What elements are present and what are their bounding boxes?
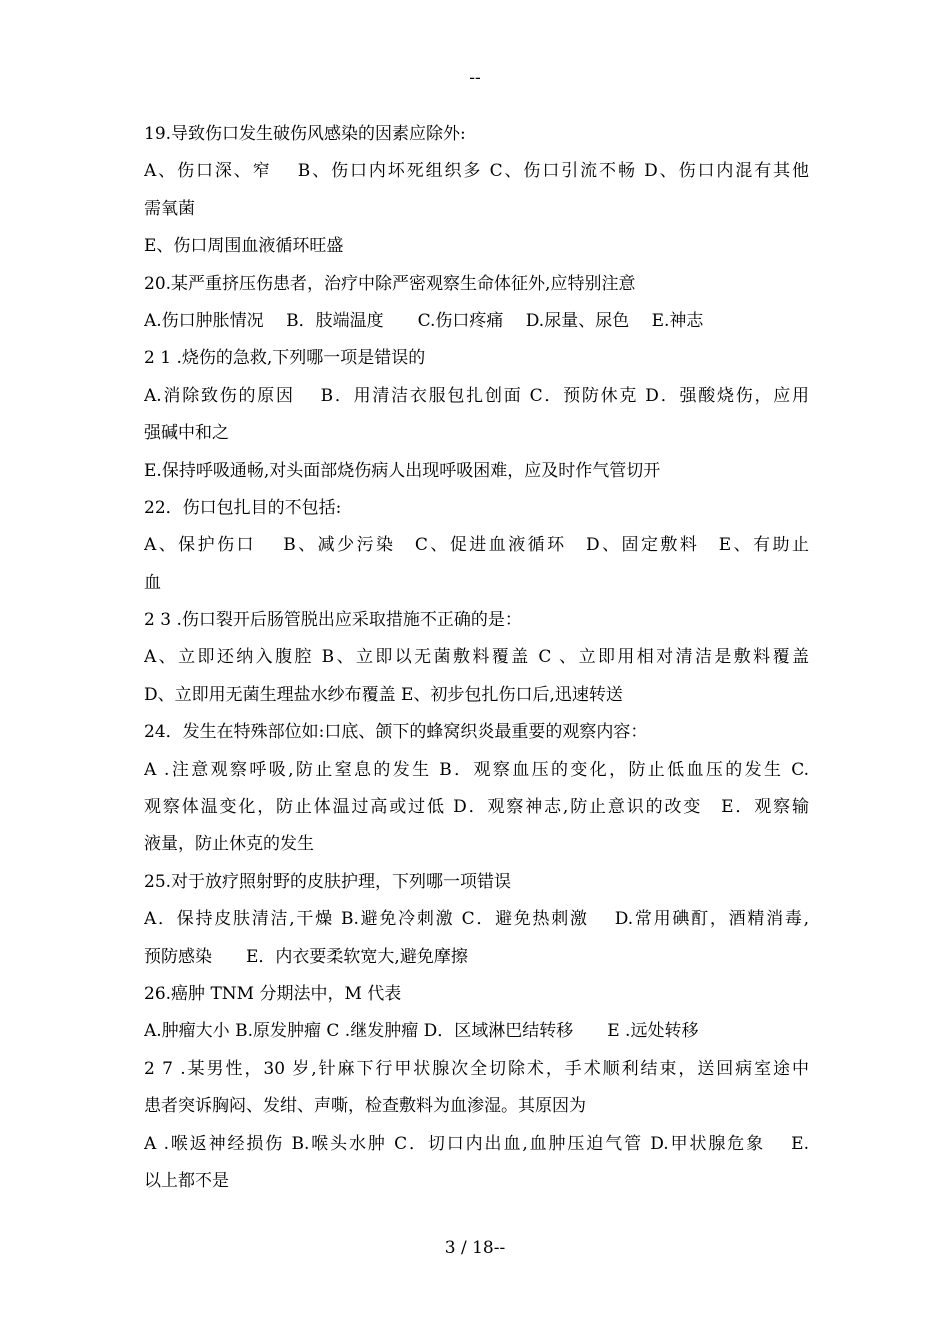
question-21-options: A.消除致伤的原因 B．用清洁衣服包扎创面 C．预防休克 D．强酸烧伤，应用 xyxy=(144,385,809,406)
question-25-options-cont: 预防感染 E．内衣要柔软宽大,避免摩擦 xyxy=(144,946,468,967)
question-24-options-end: 液量，防止休克的发生 xyxy=(144,834,314,855)
question-21-options-cont: 强碱中和之 xyxy=(144,423,229,444)
question-25-stem: 25.对于放疗照射野的皮肤护理，下列哪一项错误 xyxy=(144,871,512,892)
question-19-stem: 19.导致伤口发生破伤风感染的因素应除外: xyxy=(144,124,466,144)
question-21-option-e: E.保持呼吸通畅,对头面部烧伤病人出现呼吸困难，应及时作气管切开 xyxy=(144,460,661,481)
page-content xyxy=(144,116,809,1200)
question-26-options: A.肿瘤大小 B.原发肿瘤 C .继发肿瘤 D．区域淋巴结转移 E .远处转移 xyxy=(144,1021,699,1042)
question-22-stem: 22．伤口包扎目的不包括: xyxy=(144,497,342,518)
question-23-options: A、立即还纳入腹腔 B、立即以无菌敷料覆盖 C 、立即用相对清洁是敷料覆盖 xyxy=(144,647,809,668)
question-27-stem-cont: 患者突诉胸闷、发绀、声嘶，检查敷料为血渗湿。其原因为 xyxy=(144,1096,586,1117)
question-24-stem: 24．发生在特殊部位如:口底、颌下的蜂窝织炎最重要的观察内容： xyxy=(144,722,648,743)
question-27-options: A .喉返神经损伤 B.喉头水肿 C．切口内出血,血肿压迫气管 D.甲状腺危象 E. xyxy=(144,1133,809,1154)
question-24-options-cont: 观察体温变化，防止体温过高或过低 D．观察神志,防止意识的改变 E．观察输 xyxy=(144,797,809,818)
question-19-options-cont: 需氧菌 xyxy=(144,198,195,219)
question-22-options-cont: 血 xyxy=(144,572,161,593)
question-26-stem: 26.癌肿 TNM 分期法中，M 代表 xyxy=(144,983,402,1004)
question-23-stem: 2 3 .伤口裂开后肠管脱出应采取措施不正确的是： xyxy=(144,610,522,631)
question-19-option-e: E、伤口周围血液循环旺盛 xyxy=(144,236,344,257)
page-header: -- xyxy=(469,68,481,88)
question-27-stem: 2 7 .某男性，30 岁,针麻下行甲状腺次全切除术，手术顺利结束，送回病室途中 xyxy=(144,1058,809,1079)
question-24-options: A .注意观察呼吸,防止窒息的发生 B．观察血压的变化，防止低血压的发生 C. xyxy=(144,759,809,780)
question-19-options: A、伤口深、窄 B、伤口内坏死组织多 C、伤口引流不畅 D、伤口内混有其他 xyxy=(144,161,809,182)
question-25-options: A．保持皮肤清洁,干燥 B.避免冷刺激 C．避免热刺激 D.常用碘酊，酒精消毒, xyxy=(144,909,809,930)
page-number: 3 / 18-- xyxy=(444,1238,506,1258)
question-20-stem: 20.某严重挤压伤患者，治疗中除严密观察生命体征外,应特别注意 xyxy=(144,273,636,294)
question-23-options-cont: D、立即用无菌生理盐水纱布覆盖 E、初步包扎伤口后,迅速转送 xyxy=(144,684,623,705)
question-20-options: A.伤口肿胀情况 B．肢端温度 C.伤口疼痛 D.尿量、尿色 E.神志 xyxy=(144,310,704,331)
question-27-options-cont: 以上都不是 xyxy=(144,1170,229,1191)
question-22-options: A、保护伤口 B、减少污染 C、促进血液循环 D、固定敷料 E、有助止 xyxy=(144,535,809,556)
question-21-stem: 2 1 .烧伤的急救,下列哪一项是错误的 xyxy=(144,348,426,369)
